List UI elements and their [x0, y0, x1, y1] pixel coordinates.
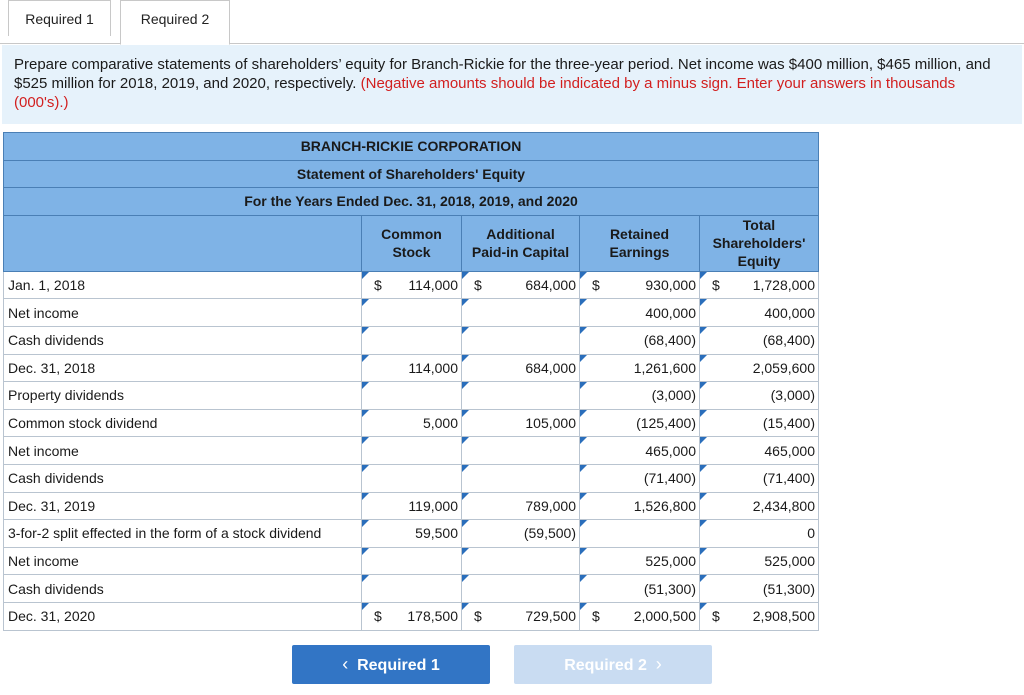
amount-input-tse[interactable] [700, 602, 819, 630]
table-row [4, 575, 819, 603]
amount-input-apic[interactable] [462, 326, 580, 354]
amount-input-tse[interactable] [700, 299, 819, 327]
instructions-note: (Negative amounts should be indicated by a minus sign. Enter your answers in thousands (000's).) [14, 75, 956, 111]
col-header-line: Equity [737, 253, 781, 270]
amount-input-cs[interactable] [362, 575, 462, 603]
company-name: BRANCH-RICKIE CORPORATION [4, 133, 819, 161]
amount-value: 930,000 [645, 277, 696, 294]
tab-required-1[interactable]: Required 1 [8, 0, 111, 36]
row-label: 3-for-2 split effected in the form of a stock dividend [4, 520, 362, 548]
row-label: Dec. 31, 2018 [4, 354, 362, 382]
amount-value: (51,300) [762, 580, 815, 597]
amount-value: 525,000 [645, 553, 696, 570]
amount-input-apic[interactable] [462, 437, 580, 465]
amount-input-tse[interactable] [700, 520, 819, 548]
amount-input-apic[interactable] [462, 464, 580, 492]
amount-value: 114,000 [408, 359, 458, 376]
amount-value: (68,400) [643, 332, 696, 349]
amount-input-re[interactable] [580, 271, 700, 299]
dollar-sign: $ [474, 276, 482, 293]
amount-value: (71,400) [643, 470, 696, 487]
amount-input-apic[interactable] [462, 271, 580, 299]
amount-value: 684,000 [525, 359, 576, 376]
row-label: Net income [4, 437, 362, 465]
amount-input-cs[interactable] [362, 437, 462, 465]
amount-input-re[interactable] [580, 575, 700, 603]
col-header-apic [462, 215, 580, 271]
amount-value: (68,400) [762, 332, 815, 349]
statement-rows [4, 271, 819, 630]
amount-input-cs[interactable] [362, 547, 462, 575]
dollar-sign: $ [474, 607, 482, 624]
row-label: Cash dividends [4, 575, 362, 603]
col-header-line: Stock [392, 244, 431, 261]
amount-value: 400,000 [764, 304, 815, 321]
table-row [4, 299, 819, 327]
col-header-line: Earnings [609, 244, 670, 261]
dollar-sign: $ [712, 276, 720, 293]
amount-value: 1,261,600 [633, 359, 696, 376]
table-row [4, 382, 819, 410]
amount-input-re[interactable] [580, 492, 700, 520]
amount-input-cs[interactable] [362, 354, 462, 382]
amount-value: 2,434,800 [752, 497, 815, 514]
amount-value: 729,500 [525, 608, 576, 625]
col-header-line: Paid-in Capital [471, 244, 570, 261]
col-header-line: Retained [609, 226, 670, 243]
amount-input-tse[interactable] [700, 326, 819, 354]
prev-button[interactable] [292, 645, 490, 684]
dollar-sign: $ [592, 276, 600, 293]
row-label-header [4, 215, 362, 271]
chevron-right-icon: › [655, 654, 662, 674]
amount-value: (3,000) [651, 387, 696, 404]
table-row [4, 326, 819, 354]
amount-input-apic[interactable] [462, 547, 580, 575]
amount-input-tse[interactable] [700, 437, 819, 465]
amount-input-apic[interactable] [462, 602, 580, 630]
row-label: Dec. 31, 2020 [4, 602, 362, 630]
amount-input-apic[interactable] [462, 409, 580, 437]
col-header-line: Additional [486, 226, 555, 243]
dollar-sign: $ [712, 607, 720, 624]
amount-input-tse[interactable] [700, 409, 819, 437]
table-row [4, 354, 819, 382]
amount-input-re[interactable] [580, 464, 700, 492]
amount-input-apic[interactable] [462, 520, 580, 548]
amount-input-cs[interactable] [362, 520, 462, 548]
amount-value: 400,000 [645, 304, 696, 321]
amount-value: (125,400) [636, 415, 696, 432]
table-row [4, 492, 819, 520]
amount-input-re[interactable] [580, 382, 700, 410]
amount-value: 465,000 [645, 442, 696, 459]
amount-input-cs[interactable] [362, 464, 462, 492]
chevron-left-icon: ‹ [342, 654, 349, 674]
table-row [4, 271, 819, 299]
amount-value: 684,000 [525, 277, 576, 294]
equity-statement-table [3, 132, 819, 631]
col-header-retained-earnings [580, 215, 700, 271]
dollar-sign: $ [592, 607, 600, 624]
table-row [4, 437, 819, 465]
amount-input-cs[interactable] [362, 602, 462, 630]
row-label: Cash dividends [4, 326, 362, 354]
amount-value: 178,500 [407, 608, 458, 625]
amount-input-tse[interactable] [700, 382, 819, 410]
row-label: Cash dividends [4, 464, 362, 492]
tab-bar [0, 0, 1024, 44]
amount-input-cs[interactable] [362, 409, 462, 437]
instructions-panel [2, 45, 1022, 124]
amount-input-tse[interactable] [700, 464, 819, 492]
amount-value: 0 [807, 525, 815, 542]
statement-title: Statement of Shareholders' Equity [4, 160, 819, 188]
amount-input-apic[interactable] [462, 354, 580, 382]
amount-input-re[interactable] [580, 602, 700, 630]
amount-input-cs[interactable] [362, 382, 462, 410]
instructions-text: Prepare comparative statements of shareholders’ equity for Branch-Rickie for the three-year period. Net income was $400 million, $465 million, and $525 million for 2018, 2019, and 2020, respectively. [14, 56, 991, 92]
amount-input-re[interactable] [580, 547, 700, 575]
amount-value: 114,000 [408, 277, 458, 294]
statement-period: For the Years Ended Dec. 31, 2018, 2019, and 2020 [4, 188, 819, 216]
row-label: Property dividends [4, 382, 362, 410]
amount-input-cs[interactable] [362, 326, 462, 354]
amount-input-cs[interactable] [362, 299, 462, 327]
amount-value: (51,300) [643, 580, 696, 597]
amount-input-cs[interactable] [362, 271, 462, 299]
table-row [4, 464, 819, 492]
amount-value: 525,000 [764, 553, 815, 570]
amount-value: 2,908,500 [752, 608, 815, 625]
row-label: Net income [4, 299, 362, 327]
dollar-sign: $ [374, 276, 382, 293]
amount-input-apic[interactable] [462, 575, 580, 603]
col-header-line: Total [742, 217, 776, 234]
table-row [4, 409, 819, 437]
amount-input-cs[interactable] [362, 492, 462, 520]
amount-input-re[interactable] [580, 409, 700, 437]
next-button[interactable] [514, 645, 712, 684]
tab-required-2[interactable]: Required 2 [120, 0, 230, 45]
amount-input-tse[interactable] [700, 492, 819, 520]
amount-value: 789,000 [525, 497, 576, 514]
amount-value: 1,728,000 [752, 277, 815, 294]
amount-input-apic[interactable] [462, 299, 580, 327]
amount-input-apic[interactable] [462, 492, 580, 520]
col-header-common-stock [362, 215, 462, 271]
amount-value: 465,000 [764, 442, 815, 459]
amount-value: (59,500) [523, 525, 576, 542]
amount-input-tse[interactable] [700, 547, 819, 575]
table-row [4, 602, 819, 630]
amount-value: 5,000 [422, 415, 458, 432]
amount-value: 1,526,800 [633, 497, 696, 514]
amount-value: (3,000) [770, 387, 815, 404]
row-label: Dec. 31, 2019 [4, 492, 362, 520]
next-button-label: Required 2 [564, 657, 647, 674]
row-label: Jan. 1, 2018 [4, 271, 362, 299]
col-header-line: Common [381, 226, 442, 243]
col-header-line: Shareholders' [712, 235, 806, 252]
amount-input-re[interactable] [580, 520, 700, 548]
row-label: Common stock dividend [4, 409, 362, 437]
amount-input-tse[interactable] [700, 354, 819, 382]
row-label: Net income [4, 547, 362, 575]
amount-input-apic[interactable] [462, 382, 580, 410]
amount-input-tse[interactable] [700, 271, 819, 299]
col-header-total-equity [700, 215, 819, 271]
table-row [4, 547, 819, 575]
amount-value: (15,400) [762, 415, 815, 432]
amount-value: 2,059,600 [752, 359, 815, 376]
amount-value: (71,400) [762, 470, 815, 487]
table-row [4, 520, 819, 548]
amount-input-re[interactable] [580, 299, 700, 327]
amount-value: 105,000 [525, 415, 576, 432]
amount-value: 2,000,500 [633, 608, 696, 625]
amount-value: 119,000 [408, 497, 458, 514]
amount-input-re[interactable] [580, 354, 700, 382]
prev-button-label: Required 1 [357, 657, 440, 674]
amount-input-re[interactable] [580, 437, 700, 465]
amount-input-tse[interactable] [700, 575, 819, 603]
amount-input-re[interactable] [580, 326, 700, 354]
dollar-sign: $ [374, 607, 382, 624]
amount-value: 59,500 [415, 525, 458, 542]
